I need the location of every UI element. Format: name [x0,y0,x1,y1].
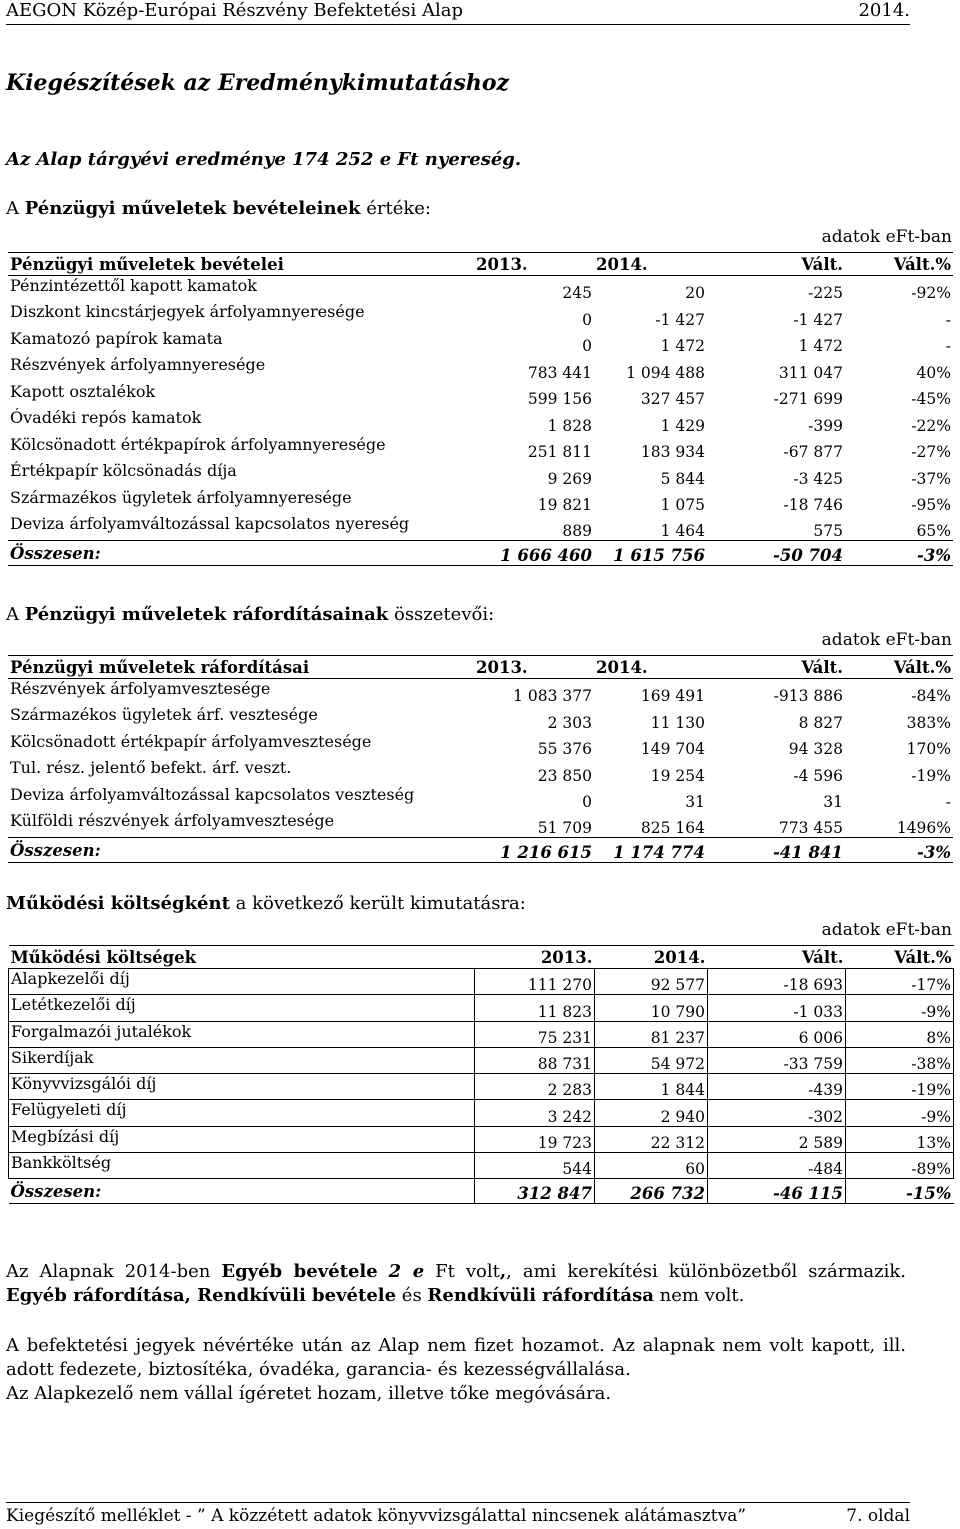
value-2013: 889 [562,522,592,540]
value-2014: 149 704 [640,740,705,758]
row-label: Diszkont kincstárjegyek árfolyamnyeresége [10,302,365,321]
row-label: Tul. rész. jelentő befekt. árf. veszt. [10,758,292,777]
row-label: Értékpapír kölcsönadás díja [10,461,237,480]
value-change: -302 [708,1100,846,1126]
value-change-pct: -9% [846,1100,954,1126]
value-change: -33 759 [708,1047,846,1073]
total-label: Összesen: [8,541,474,566]
value-2013: 2 283 [475,1074,595,1100]
total-change: -41 841 [707,838,845,863]
value-change-pct: -37% [911,469,951,488]
row-label: Részvények árfolyamnyeresége [10,355,266,374]
table-row [8,811,953,838]
total-row [8,541,953,566]
row-label: Külföldi részvények árfolyamvesztesége [10,811,335,830]
operating-unit-note: adatok eFt-ban [821,920,952,940]
value-change-pct: -45% [911,390,951,408]
value-2013: 111 270 [475,969,595,995]
value-2013: 783 441 [527,363,592,382]
page-footer [6,1502,910,1527]
value-change: -439 [708,1074,846,1100]
row-label: Forgalmazói jutalékok [9,1021,475,1047]
value-2013: 19 723 [475,1126,595,1152]
row-label: Deviza árfolyamváltozással kapcsolatos nyereség [10,514,410,533]
table-row [8,355,953,382]
value-2014: 183 934 [640,443,705,461]
financial-income-table [8,252,953,566]
value-change-pct: 1496% [896,819,951,837]
value-change-pct: -19% [911,766,951,785]
table-row [8,758,953,785]
column-header: 2014. [594,253,707,276]
value-2014: 60 [595,1153,708,1179]
table-row [9,969,954,995]
value-2014: 1 075 [660,496,705,514]
value-2013: 51 709 [537,819,592,837]
total-row [8,838,953,863]
total-change-pct: -3% [845,541,953,566]
value-2013: 1 083 377 [513,687,592,705]
row-label: Származékos ügyletek árfolyamnyeresége [10,487,352,507]
row-label: Bankköltség [9,1153,475,1179]
page-number: 7. oldal [846,1506,910,1526]
row-label: Megbízási díj [9,1126,475,1152]
value-2013: 0 [582,793,592,811]
value-change: -484 [708,1153,846,1179]
table-body [8,679,953,838]
table-row [8,302,953,329]
value-change-pct: -22% [911,416,951,435]
value-2013: 251 811 [527,443,592,461]
value-2014: 169 491 [640,687,705,705]
value-change-pct: 170% [906,740,951,758]
value-2014: 1 429 [660,416,705,435]
table-row [9,1074,954,1100]
value-2013: 55 376 [537,740,592,758]
guarantee-paragraph: Az Alapkezelő nem vállal ígéretet hozam, illetve tőke megóvására. [6,1383,612,1404]
row-label: Részvények árfolyamvesztesége [10,679,271,698]
table-row [8,276,953,303]
value-2014: 22 312 [595,1126,708,1152]
income-intro: A Pénzügyi műveletek bevételeinek értéke: [6,198,431,219]
table-header-row [8,656,953,679]
value-change: 773 455 [778,819,843,837]
value-change-pct: - [945,337,951,355]
value-change-pct: -84% [911,687,951,705]
value-change-pct: -27% [911,443,951,461]
value-change: -67 877 [783,443,843,461]
income-unit-note: adatok eFt-ban [821,227,952,247]
table-header-row [9,946,954,969]
total-change: -46 115 [708,1179,846,1204]
table-row [9,1021,954,1047]
row-label: Származékos ügyletek árf. vesztesége [10,705,318,724]
value-2013: 88 731 [475,1047,595,1073]
table-header-row [8,253,953,276]
value-2013: 19 821 [537,496,592,514]
value-2014: -1 427 [655,310,705,329]
value-2014: 11 130 [650,713,705,732]
table-row [8,408,953,435]
other-income-paragraph: Az Alapnak 2014-ben Egyéb bevétele 2 e Ft volt,, ami kerekítési különbözetből származik. Egyéb ráfordítása, Rendkívüli bevétele és Rendkívüli ráfordítása nem volt. [6,1261,906,1306]
table-row [9,1047,954,1073]
value-2013: 544 [475,1153,595,1179]
value-change: 94 328 [788,740,843,758]
value-change: 31 [823,793,843,811]
financial-expense-table [8,655,953,863]
column-header: 2014. [594,656,707,679]
value-change-pct: - [945,793,951,811]
column-header: Pénzügyi műveletek ráfordításai [8,656,474,679]
table-body [9,969,954,1179]
value-change-pct: 65% [916,522,951,540]
value-change: -1 427 [793,310,843,329]
column-header: Működési költségek [9,946,475,969]
value-change-pct: -89% [846,1153,954,1179]
value-2014: 825 164 [640,819,705,837]
total-label: Összesen: [9,1179,475,1204]
column-header: 2013. [474,253,594,276]
header-fund-name: AEGON Közép-Európai Részvény Befektetési Alap [6,0,464,21]
row-label: Pénzintézettől kapott kamatok [10,276,257,295]
table-row [8,435,953,462]
value-2014: 19 254 [650,766,705,785]
value-2014: 1 472 [660,337,705,355]
value-change: -913 886 [773,687,843,705]
row-label: Óvadéki repós kamatok [10,408,202,427]
total-2013: 312 847 [475,1179,595,1204]
column-header: Pénzügyi műveletek bevételei [8,253,474,276]
value-change: -18 746 [783,496,843,514]
value-2013: 0 [582,310,592,329]
value-2014: 1 844 [595,1074,708,1100]
header-year: 2014. [858,0,910,21]
value-change: 575 [813,522,843,540]
table-row [8,785,953,812]
value-2013: 2 303 [547,713,592,732]
row-label: Kölcsönadott értékpapírok árfolyamnyeresége [10,434,386,454]
value-2014: 10 790 [595,995,708,1021]
value-change: -3 425 [793,469,843,488]
value-change-pct: 13% [846,1126,954,1152]
column-header: Vált. [708,946,846,969]
value-change: -18 693 [708,969,846,995]
total-2014: 266 732 [595,1179,708,1204]
page-header [6,0,910,25]
table-row [8,488,953,515]
value-2014: 1 094 488 [626,363,705,382]
value-2014: 20 [685,284,705,302]
table-row [9,1153,954,1179]
value-change: -4 596 [793,766,843,785]
total-2013: 1 216 615 [474,838,594,863]
value-change: 8 827 [798,713,843,732]
table-row [8,329,953,356]
total-2014: 1 615 756 [594,541,707,566]
value-2014: 31 [685,793,705,811]
total-change-pct: -15% [846,1179,954,1204]
footer-note: Kiegészítő melléklet - ” A közzétett adatok könyvvizsgálattal nincsenek alátámasztva” [6,1506,747,1526]
expense-intro: A Pénzügyi műveletek ráfordításainak összetevői: [6,604,495,625]
value-2014: 5 844 [660,469,705,488]
value-change: 6 006 [708,1021,846,1047]
table-row [9,1100,954,1126]
value-change-pct: -19% [846,1074,954,1100]
column-header: 2014. [595,946,708,969]
value-change: 2 589 [708,1126,846,1152]
value-change-pct: 383% [906,713,951,732]
value-change-pct: -38% [846,1047,954,1073]
row-label: Letétkezelői díj [9,995,475,1021]
column-header: Vált. [707,656,845,679]
total-change-pct: -3% [845,838,953,863]
column-header: Vált.% [846,946,954,969]
value-2014: 327 457 [640,390,705,408]
row-label: Alapkezelői díj [9,969,475,995]
row-label: Felügyeleti díj [9,1100,475,1126]
operating-cost-table [8,945,954,1204]
section-title: Kiegészítések az Eredménykimutatáshoz [6,70,509,96]
value-2014: 81 237 [595,1021,708,1047]
value-2013: 9 269 [547,469,592,488]
total-row [9,1179,954,1204]
value-2013: 3 242 [475,1100,595,1126]
column-header: Vált. [707,253,845,276]
value-2013: 11 823 [475,995,595,1021]
table-row [8,679,953,706]
value-change-pct: -17% [846,969,954,995]
table-row [8,732,953,759]
value-change: -271 699 [773,390,843,408]
value-change-pct: 8% [846,1021,954,1047]
operating-cost-intro: Működési költségként a következő került kimutatásra: [6,893,526,914]
table-row [9,995,954,1021]
total-2013: 1 666 460 [474,541,594,566]
fund-result-line: Az Alap tárgyévi eredménye 174 252 e Ft nyereség. [6,149,522,170]
value-2013: 23 850 [537,766,592,785]
total-2014: 1 174 774 [594,838,707,863]
column-header: Vált.% [845,656,953,679]
value-2013: 245 [562,284,592,302]
total-label: Összesen: [8,838,474,863]
value-2013: 0 [582,337,592,355]
row-label: Deviza árfolyamváltozással kapcsolatos veszteség [10,784,415,804]
table-body [8,276,953,541]
table-row [8,514,953,541]
value-2013: 75 231 [475,1021,595,1047]
value-change: -225 [808,284,843,302]
value-change-pct: - [945,310,951,329]
table-row [9,1126,954,1152]
table-row [8,705,953,732]
value-2013: 599 156 [527,390,592,408]
row-label: Könyvvizsgálói díj [9,1074,475,1100]
value-change: -399 [808,416,843,435]
row-label: Sikerdíjak [9,1047,475,1073]
total-change: -50 704 [707,541,845,566]
column-header: 2013. [474,656,594,679]
value-change: 1 472 [798,337,843,355]
value-change-pct: 40% [916,363,951,382]
table-row [8,382,953,409]
value-change-pct: -92% [911,284,951,302]
value-2014: 2 940 [595,1100,708,1126]
column-header: Vált.% [845,253,953,276]
value-change: -1 033 [708,995,846,1021]
value-change: 311 047 [778,363,843,382]
row-label: Kamatozó papírok kamata [10,328,223,348]
table-row [8,461,953,488]
row-label: Kölcsönadott értékpapír árfolyamvesztesége [10,731,372,751]
value-2014: 1 464 [660,522,705,540]
expense-unit-note: adatok eFt-ban [821,630,952,650]
value-change-pct: -95% [911,496,951,514]
value-change-pct: -9% [846,995,954,1021]
yield-paragraph: A befektetési jegyek névértéke után az Alap nem fizet hozamot. Az alapnak nem volt kapott, ill. adott fedezete, biztosítéka, óvadéka, garancia- és kezességvállalása. [6,1335,906,1380]
value-2014: 92 577 [595,969,708,995]
value-2013: 1 828 [547,416,592,435]
value-2014: 54 972 [595,1047,708,1073]
column-header: 2013. [475,946,595,969]
row-label: Kapott osztalékok [10,381,156,401]
